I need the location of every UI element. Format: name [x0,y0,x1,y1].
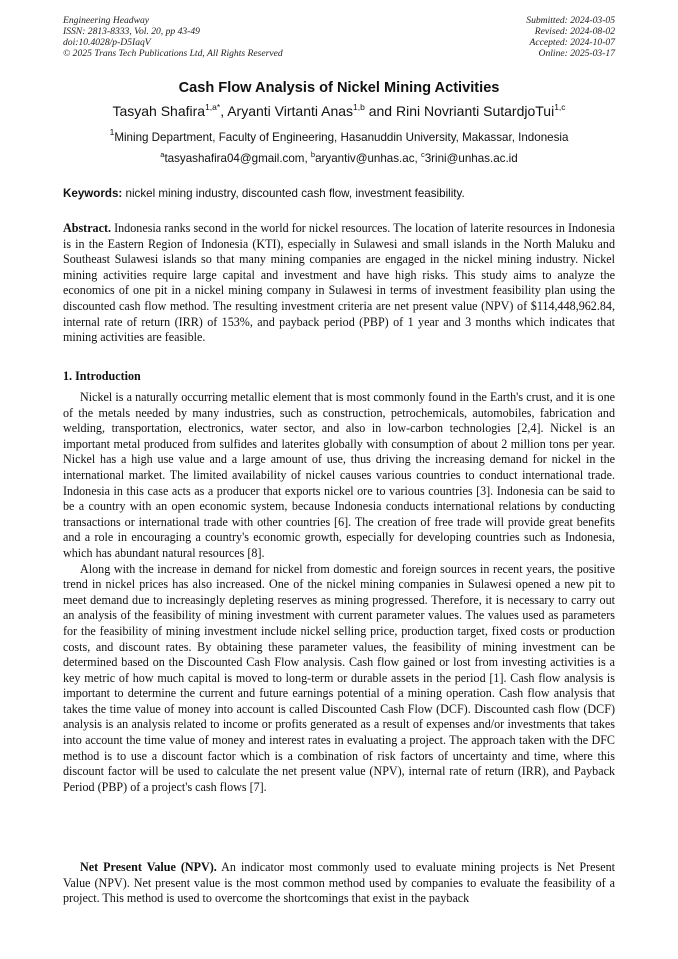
section-heading-introduction: 1. Introduction [63,369,141,383]
email-link[interactable]: 3rini@unhas.ac.id [424,152,518,165]
author-name: Tasyah Shafira [112,103,206,119]
email-list [0,152,678,165]
journal-name: Engineering Headway [63,15,150,26]
email-separator: , [414,152,421,165]
email-separator: , [304,152,311,165]
paragraph: Nickel is a naturally occurring metallic element that is most commonly found in the Earth's crust, and it is one of the metals needed by many industries, such as construction, petrochemicals, automobiles, fabrication and welding, transportation, electronics, water sector, and also in low-carbon technologies [2,4]. Nickel is an important metal produced from sulfides and laterites globally with consumption of about 2 million tons per year. Nickel has a high use value and a large amount of use, thus driving the increasing demand for nickel in the international market. The limited availability of nickel causes various countries to conduct international trade. Indonesia in this case acts as a producer that exports nickel ore to various countries [3]. Indonesia can be said to be a country with an open economic system, because Indonesia conducts international relations by conducting transactions or international trade with other countries [6]. The creation of free trade will provide great benefits and a role in encouraging a country's economic growth, especially for developing countries such as Indonesia, which has abundant natural resources [8]. [63,390,615,560]
author-list [0,103,678,119]
accepted-date: Accepted: 2024-10-07 [529,37,615,48]
copyright: © 2025 Trans Tech Publications Ltd, All Rights Reserved [63,48,283,59]
author-sup: 1,a* [205,102,221,112]
abstract-text: Indonesia ranks second in the world for nickel resources. The location of laterite resources in Indonesia is in the Eastern Region of Indonesia (KTI), especially in Sulawesi and small islands in the North Maluku and Southeast Sulawesi islands so that many mining companies are engaged in the nickel mining industry. Nickel mining activities require large capital and investment and have high risks. This study aims to analyze the economics of one pit in a nickel mining company in Sulawesi in terms of investment feasibility plan using the discounted cash flow method. The resulting investment criteria are net present value (NPV) of $114,448,962.84, internal rate of return (IRR) of 153%, and payback period (PBP) of 1 year and 3 months which indicates that mining activities are feasible. [63,221,615,345]
npv-section [63,860,615,907]
author-name: Rini Novrianti SutardjoTui [395,103,555,119]
email-link[interactable]: tasyashafira04@gmail.com [164,152,305,165]
keywords-text: nickel mining industry, discounted cash flow, investment feasibility. [125,187,465,200]
introduction-body [63,390,615,795]
revised-date: Revised: 2024-08-02 [534,26,615,37]
paragraph: Along with the increase in demand for nickel from domestic and foreign sources in recent years, the positive trend in nickel prices has also increased. One of the nickel mining companies in Sulawesi opened a new pit to meet demand due to increasingly depleting reserves as mining progressed. Therefore, it is necessary to carry out an analysis of the feasibility of mining investment with current parameter values. The values used as parameters for the feasibility of mining investment include nickel selling price, production target, fixed costs or production costs, and discount rates. By obtaining these parameter values, the feasibility of mining investment can be determined based on the Discounted Cash Flow analysis. Cash flow gained or lost from investing activities is a key metric of how much capital is moved to long-term or durable assets in the period [1]. Cash flow analysis is important to determine the current and future earnings potential of a mining operation. Cash flow analysis that takes the time value of money into account is called Discounted Cash Flow (DCF). Discounted cash flow (DCF) analysis is an analysis related to income or profits generated as a result of expenses and/or investments that takes into account the time value of money and interest rates in evaluating a project. The approach taken with the DFC method is to use a discount factor which is a combination of risk factors of uncertainty and time, where this discount factor will be used to calculate the net present value (NPV), internal rate of return (IRR), and Payback Period (PBP) of a project's cash flows [7]. [63,561,615,794]
affiliation-text: Mining Department, Faculty of Engineering, Hasanuddin University, Makassar, Indonesia [114,131,569,144]
doi: doi:10.4028/p-D5IaqV [63,37,151,48]
journal-header-right [526,15,615,59]
paragraph [63,860,615,907]
email-sup: b [310,150,316,159]
submitted-date: Submitted: 2024-03-05 [526,15,615,26]
author-separator: , [220,103,228,119]
author-sup: 1,b [353,102,365,112]
affiliation-sup: 1 [109,127,115,137]
email-link[interactable]: aryantiv@unhas.ac [315,152,415,165]
author-separator: and [364,103,396,119]
keywords-label: Keywords: [63,187,123,200]
journal-header-left [63,15,283,59]
author-sup: 1,c [554,102,566,112]
online-date: Online: 2025-03-17 [538,48,615,59]
keywords [63,187,615,200]
email-sup: a [160,150,165,159]
npv-label: Net Present Value (NPV). [80,860,217,874]
npv-text: An indicator most commonly used to evaluate mining projects is Net Present Value (NPV). Net present value is the most common method used by companies to evaluate the feasibility of a project. This method is used to overcome the shortcomings that exist in the payback [63,860,615,906]
paper-title: Cash Flow Analysis of Nickel Mining Activities [178,80,500,96]
author-name: Aryanti Virtanti Anas [227,103,354,119]
issn: ISSN: 2813-8333, Vol. 20, pp 43-49 [63,26,200,37]
abstract-label: Abstract. [63,221,112,235]
abstract [63,221,615,346]
affiliation [0,127,678,144]
email-sup: c [420,150,425,159]
